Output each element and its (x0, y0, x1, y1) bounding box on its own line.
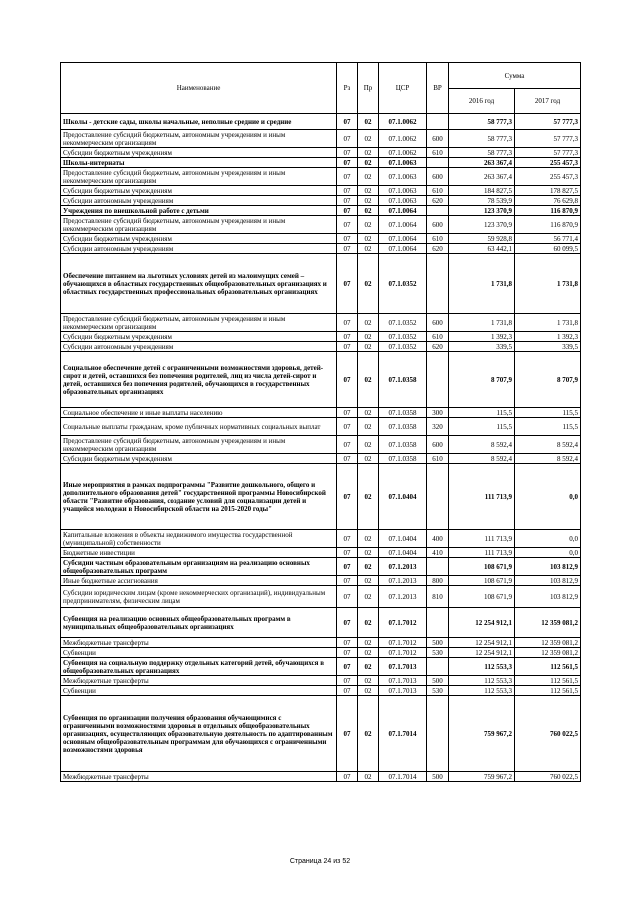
cell-rz: 07 (337, 148, 358, 158)
cell-name: Субсидии бюджетным учреждениям (61, 332, 337, 342)
cell-rz: 07 (337, 658, 358, 676)
cell-name: Учреждения по внешкольной работе с детьми (61, 206, 337, 216)
cell-rz: 07 (337, 158, 358, 168)
cell-rz: 07 (337, 206, 358, 216)
cell-csr: 07.1.0063 (379, 158, 427, 168)
cell-s2016: 759 967,2 (449, 772, 515, 782)
cell-s2017: 57 777,3 (515, 114, 581, 130)
cell-csr: 07.1.0404 (379, 464, 427, 530)
cell-vr: 600 (427, 436, 449, 454)
cell-rz: 07 (337, 576, 358, 586)
cell-name: Предоставление субсидий бюджетным, автономным учреждениям и иным некоммерческим организациям (61, 436, 337, 454)
cell-pr: 02 (358, 454, 379, 464)
cell-s2017: 760 022,5 (515, 772, 581, 782)
cell-s2016: 112 553,3 (449, 676, 515, 686)
cell-s2016: 263 367,4 (449, 158, 515, 168)
cell-name: Межбюджетные трансферты (61, 638, 337, 648)
cell-csr: 07.1.0062 (379, 114, 427, 130)
cell-pr: 02 (358, 342, 379, 352)
cell-csr: 07.1.0358 (379, 418, 427, 436)
cell-rz: 07 (337, 676, 358, 686)
cell-vr: 610 (427, 234, 449, 244)
page-footer: Страница 24 из 52 (289, 858, 351, 865)
table-row (61, 696, 581, 772)
cell-name: Иные бюджетные ассигнования (61, 576, 337, 586)
cell-pr: 02 (358, 772, 379, 782)
table-row (61, 454, 581, 464)
table-row (61, 216, 581, 234)
cell-pr: 02 (358, 686, 379, 696)
cell-s2016: 123 370,9 (449, 206, 515, 216)
table-row (61, 576, 581, 586)
cell-s2017: 1 392,3 (515, 332, 581, 342)
cell-rz: 07 (337, 168, 358, 186)
cell-s2016: 111 713,9 (449, 530, 515, 548)
table-body (61, 114, 581, 782)
table-row (61, 352, 581, 408)
cell-s2017: 760 022,5 (515, 696, 581, 772)
cell-csr: 07.1.0352 (379, 254, 427, 314)
table-row (61, 548, 581, 558)
cell-name: Субсидии частным образовательным организациям на реализацию основных общеобразовательных программ (61, 558, 337, 576)
cell-pr: 02 (358, 648, 379, 658)
cell-pr: 02 (358, 658, 379, 676)
cell-vr (427, 352, 449, 408)
cell-csr: 07.1.0064 (379, 206, 427, 216)
cell-csr: 07.1.7012 (379, 648, 427, 658)
cell-name: Межбюджетные трансферты (61, 772, 337, 782)
cell-csr: 07.1.7013 (379, 686, 427, 696)
header-csr: ЦСР (379, 63, 427, 114)
table-row (61, 332, 581, 342)
table-row (61, 196, 581, 206)
cell-csr: 07.1.0404 (379, 548, 427, 558)
cell-pr: 02 (358, 130, 379, 148)
cell-rz: 07 (337, 772, 358, 782)
cell-s2016: 58 777,3 (449, 148, 515, 158)
cell-pr: 02 (358, 206, 379, 216)
cell-rz: 07 (337, 332, 358, 342)
cell-s2017: 112 561,5 (515, 658, 581, 676)
cell-vr (427, 206, 449, 216)
cell-rz: 07 (337, 686, 358, 696)
cell-pr: 02 (358, 186, 379, 196)
cell-s2016: 8 707,9 (449, 352, 515, 408)
cell-s2017: 0,0 (515, 530, 581, 548)
cell-s2017: 0,0 (515, 548, 581, 558)
cell-s2016: 1 731,8 (449, 314, 515, 332)
cell-vr: 620 (427, 196, 449, 206)
cell-s2017: 115,5 (515, 418, 581, 436)
cell-s2016: 63 442,1 (449, 244, 515, 254)
cell-s2016: 108 671,9 (449, 558, 515, 576)
cell-rz: 07 (337, 196, 358, 206)
cell-vr (427, 608, 449, 638)
cell-vr: 600 (427, 168, 449, 186)
cell-csr: 07.1.0062 (379, 148, 427, 158)
cell-csr: 07.1.2013 (379, 576, 427, 586)
cell-vr: 530 (427, 648, 449, 658)
cell-s2016: 12 254 912,1 (449, 648, 515, 658)
cell-s2016: 759 967,2 (449, 696, 515, 772)
table-row (61, 314, 581, 332)
cell-csr: 07.1.7012 (379, 608, 427, 638)
cell-name: Предоставление субсидий бюджетным, автономным учреждениям и иным некоммерческим организациям (61, 168, 337, 186)
cell-s2016: 184 827,5 (449, 186, 515, 196)
table-row (61, 676, 581, 686)
cell-csr: 07.1.2013 (379, 558, 427, 576)
cell-s2016: 263 367,4 (449, 168, 515, 186)
cell-rz: 07 (337, 418, 358, 436)
cell-name: Иные мероприятия в рамках подпрограммы "Развитие дошкольного, общего и дополнительного образования детей" государственной программы Новосибирской области "Развитие образования, создание условий для социализации детей и учащейся молодежи в Новосибирской области на 2015-2020 годы" (61, 464, 337, 530)
cell-pr: 02 (358, 638, 379, 648)
cell-s2016: 123 370,9 (449, 216, 515, 234)
cell-name: Субвенция на социальную поддержку отдельных категорий детей, обучающихся в общеобразовательных организациях (61, 658, 337, 676)
cell-s2016: 111 713,9 (449, 464, 515, 530)
cell-name: Субсидии юридическим лицам (кроме некоммерческих организаций), индивидуальным предпринимателям, физическим лицам (61, 586, 337, 608)
cell-name: Субсидии бюджетным учреждениям (61, 186, 337, 196)
cell-s2017: 8 707,9 (515, 352, 581, 408)
cell-rz: 07 (337, 254, 358, 314)
cell-csr: 07.1.0063 (379, 186, 427, 196)
cell-vr: 400 (427, 530, 449, 548)
cell-vr: 620 (427, 244, 449, 254)
cell-s2016: 12 254 912,1 (449, 608, 515, 638)
cell-vr: 410 (427, 548, 449, 558)
cell-s2016: 108 671,9 (449, 586, 515, 608)
table-row (61, 114, 581, 130)
cell-s2017: 112 561,5 (515, 676, 581, 686)
cell-csr: 07.1.7014 (379, 696, 427, 772)
cell-s2017: 57 777,3 (515, 148, 581, 158)
cell-vr (427, 254, 449, 314)
cell-name: Субвенция на реализацию основных общеобразовательных программ в муниципальных общеобразовательных организациях (61, 608, 337, 638)
header-vr: ВР (427, 63, 449, 114)
cell-s2017: 0,0 (515, 464, 581, 530)
cell-pr: 02 (358, 196, 379, 206)
cell-vr: 810 (427, 586, 449, 608)
cell-pr: 02 (358, 696, 379, 772)
cell-pr: 02 (358, 216, 379, 234)
cell-s2017: 339,5 (515, 342, 581, 352)
cell-name: Субвенции (61, 648, 337, 658)
cell-s2017: 255 457,3 (515, 158, 581, 168)
cell-name: Субсидии бюджетным учреждениям (61, 148, 337, 158)
cell-s2016: 108 671,9 (449, 576, 515, 586)
cell-s2016: 1 731,8 (449, 254, 515, 314)
table-row (61, 168, 581, 186)
cell-vr (427, 558, 449, 576)
cell-name: Обеспечение питанием на льготных условиях детей из малоимущих семей – обучающихся в областных государственных общеобразовательных организациях и областных государственных профессиональных образовательных организациях (61, 254, 337, 314)
cell-pr: 02 (358, 586, 379, 608)
cell-csr: 07.1.0062 (379, 130, 427, 148)
cell-csr: 07.1.0064 (379, 216, 427, 234)
table-row (61, 658, 581, 676)
cell-s2017: 103 812,9 (515, 576, 581, 586)
cell-vr (427, 158, 449, 168)
cell-pr: 02 (358, 352, 379, 408)
cell-csr: 07.1.7014 (379, 772, 427, 782)
cell-s2017: 178 827,5 (515, 186, 581, 196)
table-row (61, 686, 581, 696)
cell-s2017: 76 629,8 (515, 196, 581, 206)
budget-table (60, 62, 581, 782)
cell-s2016: 112 553,3 (449, 658, 515, 676)
cell-vr: 300 (427, 408, 449, 418)
cell-rz: 07 (337, 114, 358, 130)
cell-s2017: 116 870,9 (515, 206, 581, 216)
cell-s2016: 78 539,9 (449, 196, 515, 206)
cell-csr: 07.1.0352 (379, 314, 427, 332)
table-row (61, 530, 581, 548)
table-row (61, 464, 581, 530)
cell-s2017: 8 592,4 (515, 436, 581, 454)
cell-vr: 600 (427, 216, 449, 234)
cell-s2017: 115,5 (515, 408, 581, 418)
cell-csr: 07.1.0064 (379, 244, 427, 254)
cell-name: Субсидии автономным учреждениям (61, 244, 337, 254)
table-row (61, 148, 581, 158)
cell-pr: 02 (358, 234, 379, 244)
cell-vr (427, 114, 449, 130)
cell-rz: 07 (337, 234, 358, 244)
cell-name: Бюджетные инвестиции (61, 548, 337, 558)
cell-rz: 07 (337, 408, 358, 418)
cell-vr: 320 (427, 418, 449, 436)
cell-rz: 07 (337, 638, 358, 648)
cell-vr: 610 (427, 454, 449, 464)
table-row (61, 408, 581, 418)
cell-name: Субвенция по организации получения образования обучающимися с ограниченными возможностями здоровья в отдельных общеобразовательных организациях, осуществляющих образовательную деятельность по адаптированным основным общеобразовательным программам для обучающихся с ограниченными возможностями здоровья (61, 696, 337, 772)
header-rz: Рз (337, 63, 358, 114)
cell-pr: 02 (358, 332, 379, 342)
cell-s2017: 103 812,9 (515, 558, 581, 576)
cell-rz: 07 (337, 648, 358, 658)
cell-rz: 07 (337, 454, 358, 464)
cell-rz: 07 (337, 558, 358, 576)
cell-csr: 07.1.0404 (379, 530, 427, 548)
table-row (61, 342, 581, 352)
cell-pr: 02 (358, 558, 379, 576)
cell-s2017: 12 359 081,2 (515, 648, 581, 658)
cell-s2017: 12 359 081,2 (515, 608, 581, 638)
cell-name: Предоставление субсидий бюджетным, автономным учреждениям и иным некоммерческим организациям (61, 314, 337, 332)
cell-csr: 07.1.0358 (379, 352, 427, 408)
cell-name: Межбюджетные трансферты (61, 676, 337, 686)
cell-vr: 500 (427, 772, 449, 782)
cell-csr: 07.1.0358 (379, 454, 427, 464)
cell-pr: 02 (358, 244, 379, 254)
table-row (61, 186, 581, 196)
header-2016: 2016 год (449, 89, 515, 114)
cell-name: Субсидии бюджетным учреждениям (61, 234, 337, 244)
cell-vr: 530 (427, 686, 449, 696)
cell-s2016: 115,5 (449, 408, 515, 418)
table-row (61, 234, 581, 244)
table-row (61, 206, 581, 216)
cell-vr (427, 696, 449, 772)
cell-csr: 07.1.0063 (379, 196, 427, 206)
cell-rz: 07 (337, 342, 358, 352)
cell-vr: 610 (427, 148, 449, 158)
table-row (61, 244, 581, 254)
cell-name: Школы - детские сады, школы начальные, неполные средние и средние (61, 114, 337, 130)
cell-vr (427, 464, 449, 530)
cell-pr: 02 (358, 158, 379, 168)
cell-name: Школы-интернаты (61, 158, 337, 168)
cell-s2017: 116 870,9 (515, 216, 581, 234)
cell-vr: 610 (427, 332, 449, 342)
cell-csr: 07.1.0352 (379, 332, 427, 342)
cell-name: Социальное обеспечение и иные выплаты населению (61, 408, 337, 418)
cell-s2017: 8 592,4 (515, 454, 581, 464)
table-row (61, 130, 581, 148)
header-2017: 2017 год (515, 89, 581, 114)
cell-s2016: 339,5 (449, 342, 515, 352)
cell-rz: 07 (337, 436, 358, 454)
cell-rz: 07 (337, 130, 358, 148)
cell-pr: 02 (358, 676, 379, 686)
header-pr: Пр (358, 63, 379, 114)
cell-csr: 07.1.7013 (379, 658, 427, 676)
cell-s2016: 12 254 912,1 (449, 638, 515, 648)
cell-rz: 07 (337, 352, 358, 408)
cell-s2017: 56 771,4 (515, 234, 581, 244)
cell-s2017: 103 812,9 (515, 586, 581, 608)
cell-rz: 07 (337, 608, 358, 638)
cell-s2017: 60 099,5 (515, 244, 581, 254)
cell-pr: 02 (358, 408, 379, 418)
cell-vr: 620 (427, 342, 449, 352)
cell-pr: 02 (358, 608, 379, 638)
cell-s2016: 115,5 (449, 418, 515, 436)
cell-s2016: 112 553,3 (449, 686, 515, 696)
cell-csr: 07.1.0352 (379, 342, 427, 352)
cell-rz: 07 (337, 696, 358, 772)
cell-pr: 02 (358, 168, 379, 186)
cell-name: Субсидии автономным учреждениям (61, 342, 337, 352)
cell-vr: 600 (427, 130, 449, 148)
cell-csr: 07.1.0064 (379, 234, 427, 244)
table-row (61, 158, 581, 168)
cell-csr: 07.1.0358 (379, 436, 427, 454)
cell-rz: 07 (337, 216, 358, 234)
table-row (61, 558, 581, 576)
table-row (61, 418, 581, 436)
cell-pr: 02 (358, 114, 379, 130)
cell-name: Социальное обеспечение детей с ограниченными возможностями здоровья, детей-сирот и детей, оставшихся без попечения родителей, лиц из числа детей-сирот и детей, оставшихся без попечения родителей, обучающихся в государственных образовательных организациях (61, 352, 337, 408)
cell-name: Субсидии бюджетным учреждениям (61, 454, 337, 464)
cell-s2017: 57 777,3 (515, 130, 581, 148)
table-row (61, 254, 581, 314)
cell-s2017: 112 561,5 (515, 686, 581, 696)
cell-rz: 07 (337, 586, 358, 608)
cell-csr: 07.1.2013 (379, 586, 427, 608)
cell-rz: 07 (337, 186, 358, 196)
cell-pr: 02 (358, 418, 379, 436)
cell-vr: 600 (427, 314, 449, 332)
cell-rz: 07 (337, 548, 358, 558)
cell-pr: 02 (358, 548, 379, 558)
cell-s2016: 8 592,4 (449, 436, 515, 454)
cell-vr (427, 658, 449, 676)
cell-s2016: 8 592,4 (449, 454, 515, 464)
cell-pr: 02 (358, 436, 379, 454)
cell-csr: 07.1.0358 (379, 408, 427, 418)
cell-pr: 02 (358, 530, 379, 548)
table-row (61, 772, 581, 782)
cell-name: Субвенции (61, 686, 337, 696)
cell-name: Субсидии автономным учреждениям (61, 196, 337, 206)
table-row (61, 608, 581, 638)
cell-name: Предоставление субсидий бюджетным, автономным учреждениям и иным некоммерческим организациям (61, 130, 337, 148)
cell-vr: 800 (427, 576, 449, 586)
cell-s2017: 1 731,8 (515, 314, 581, 332)
header-sum: Сумма (449, 63, 581, 89)
cell-pr: 02 (358, 464, 379, 530)
table-row (61, 648, 581, 658)
table-row (61, 586, 581, 608)
cell-pr: 02 (358, 254, 379, 314)
cell-name: Социальные выплаты гражданам, кроме публичных нормативных социальных выплат (61, 418, 337, 436)
cell-rz: 07 (337, 464, 358, 530)
cell-name: Предоставление субсидий бюджетным, автономным учреждениям и иным некоммерческим организациям (61, 216, 337, 234)
cell-s2016: 59 928,8 (449, 234, 515, 244)
cell-csr: 07.1.7012 (379, 638, 427, 648)
cell-s2016: 111 713,9 (449, 548, 515, 558)
header-name: Наименование (61, 63, 337, 114)
cell-rz: 07 (337, 314, 358, 332)
cell-pr: 02 (358, 576, 379, 586)
cell-name: Капитальные вложения в объекты недвижимого имущества государственной (муниципальной) собственности (61, 530, 337, 548)
cell-csr: 07.1.0063 (379, 168, 427, 186)
cell-s2017: 12 359 081,2 (515, 638, 581, 648)
cell-s2016: 1 392,3 (449, 332, 515, 342)
cell-vr: 500 (427, 638, 449, 648)
cell-rz: 07 (337, 530, 358, 548)
table-row (61, 436, 581, 454)
cell-s2016: 58 777,3 (449, 130, 515, 148)
cell-s2016: 58 777,3 (449, 114, 515, 130)
table-row (61, 638, 581, 648)
cell-s2017: 255 457,3 (515, 168, 581, 186)
cell-csr: 07.1.7013 (379, 676, 427, 686)
cell-pr: 02 (358, 314, 379, 332)
cell-vr: 610 (427, 186, 449, 196)
cell-s2017: 1 731,8 (515, 254, 581, 314)
cell-pr: 02 (358, 148, 379, 158)
cell-vr: 500 (427, 676, 449, 686)
cell-rz: 07 (337, 244, 358, 254)
